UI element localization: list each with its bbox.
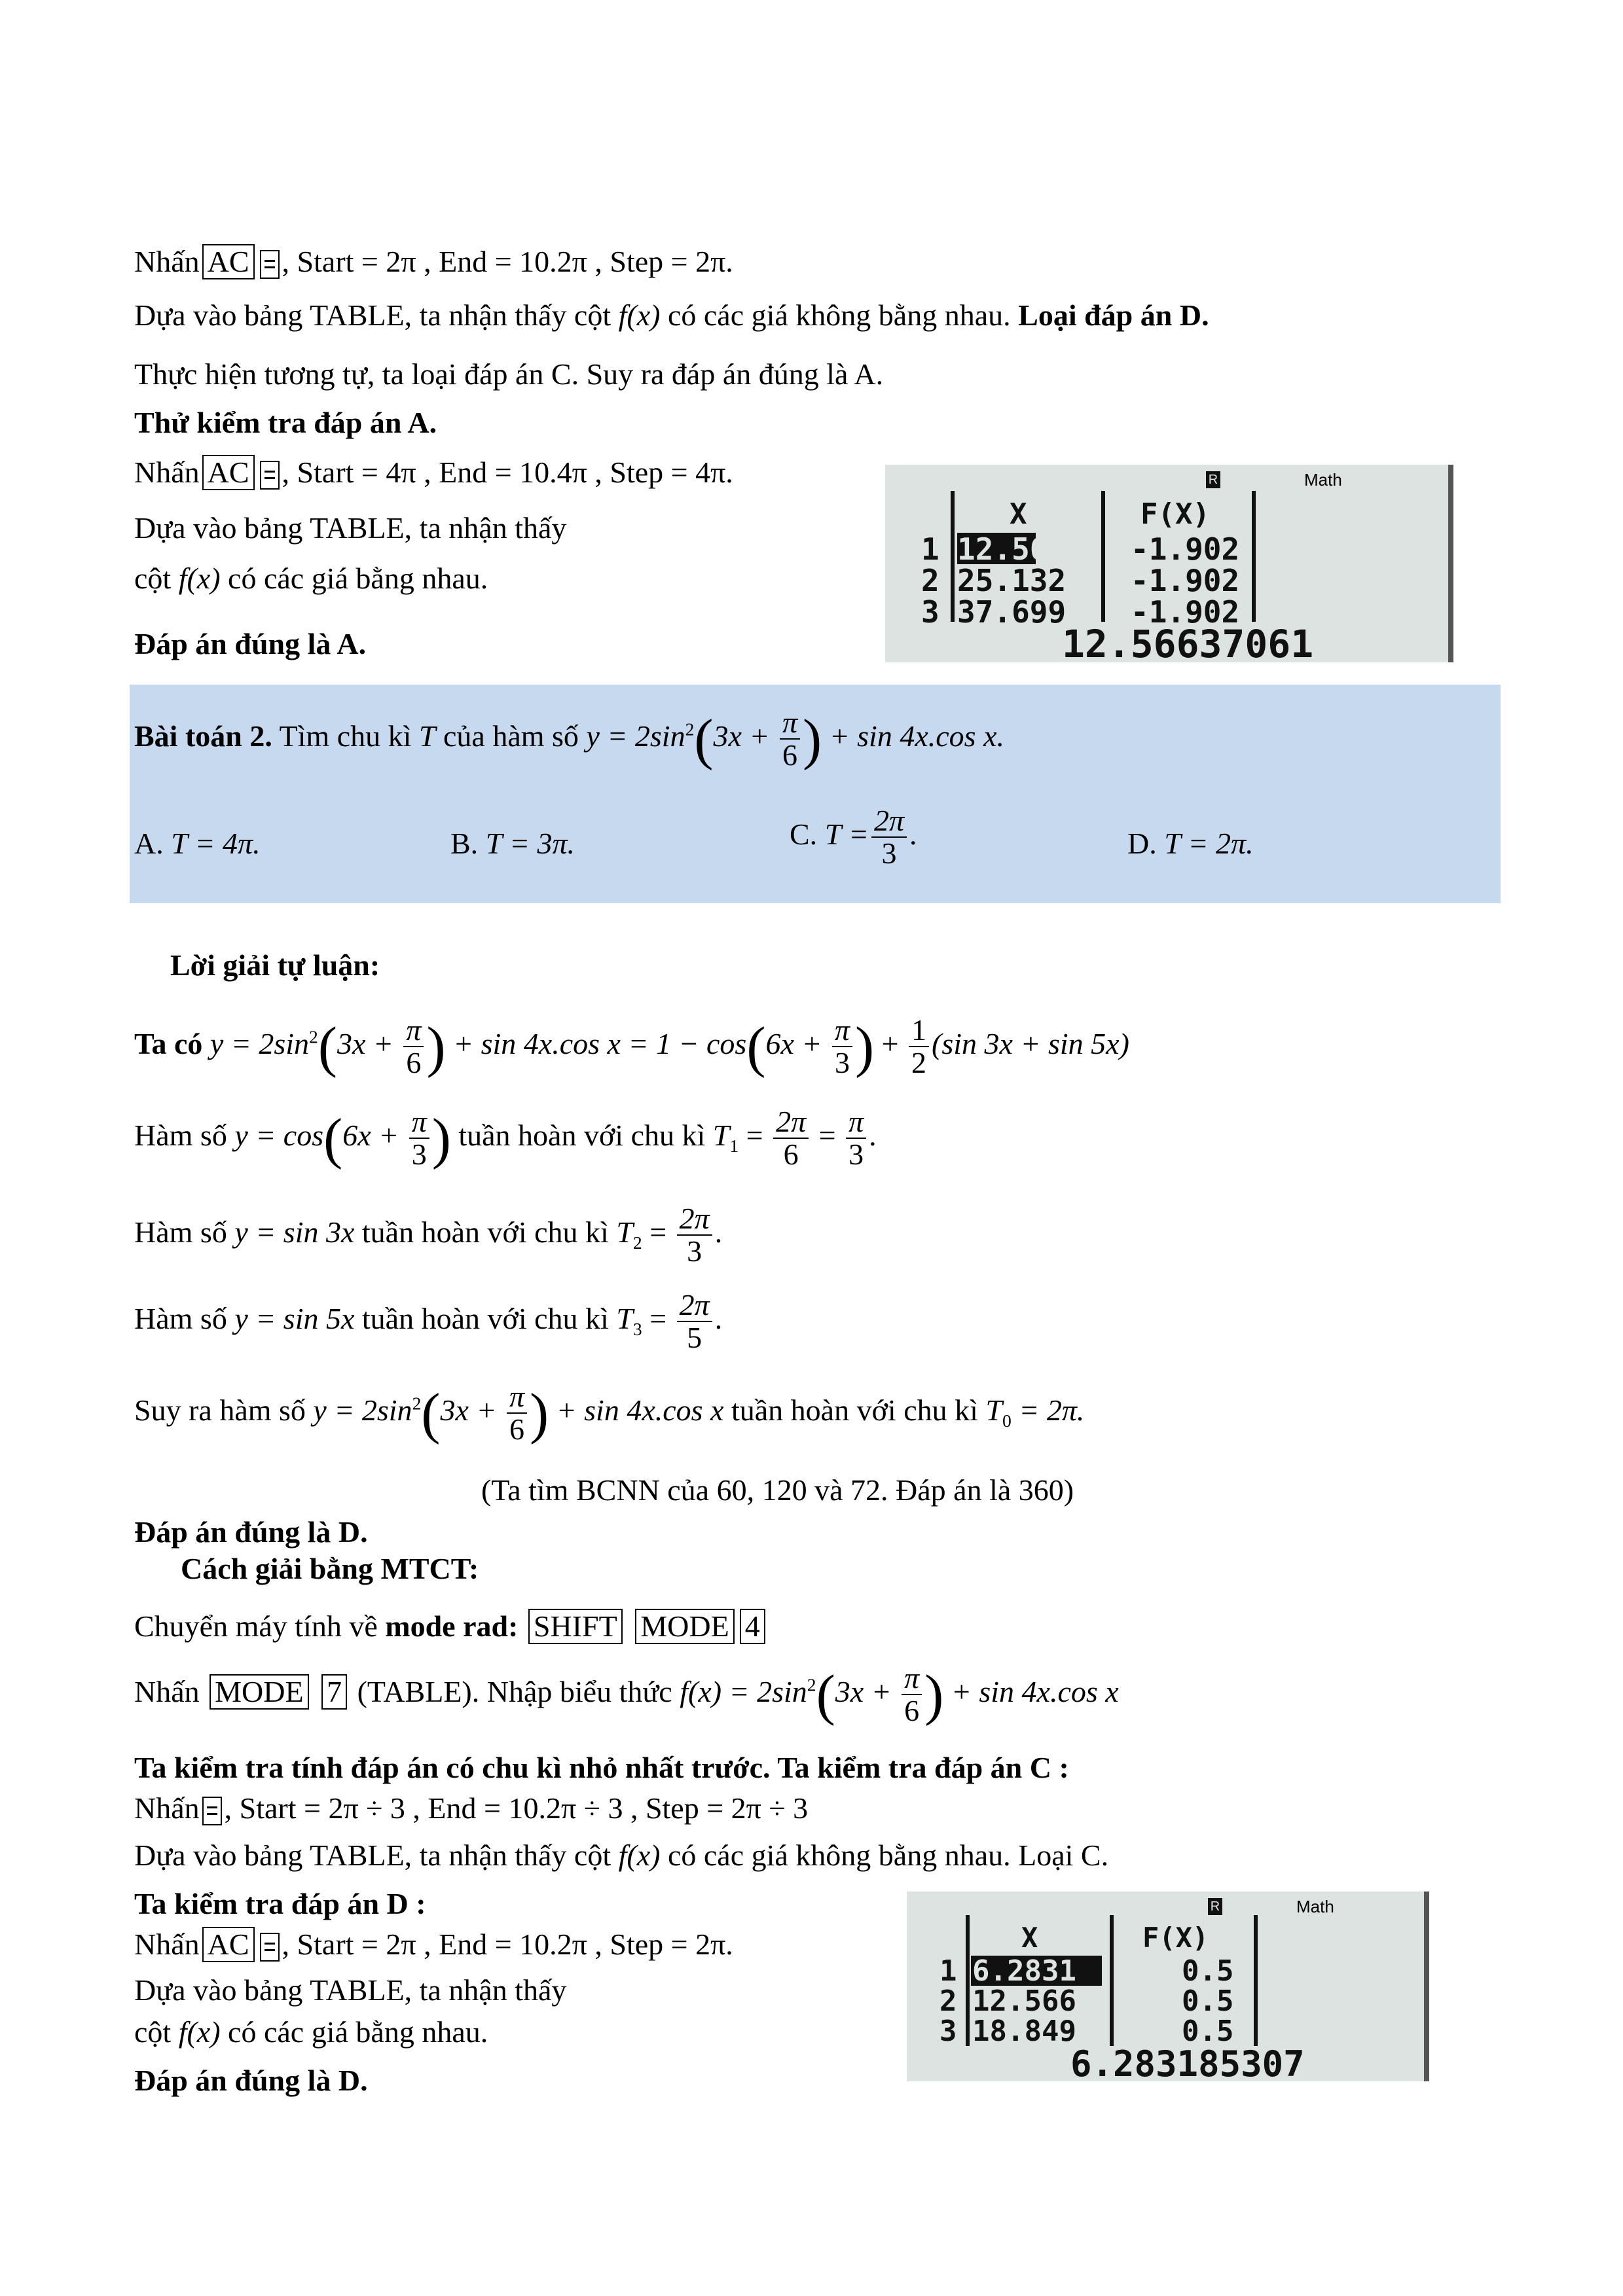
- check-d-heading: Ta kiểm tra đáp án D :: [134, 1887, 426, 1920]
- problem-statement: [134, 707, 1004, 772]
- row-index: 3: [939, 2015, 957, 2048]
- numerator: π: [832, 1014, 852, 1047]
- calculator-screen-2: [907, 1892, 1429, 2081]
- solution-line-1: [134, 1014, 1129, 1079]
- fraction: [677, 1203, 712, 1268]
- lcm-note: (Ta tìm BCNN của 60, 120 và 72. Đáp án là 360): [481, 1473, 1074, 1507]
- separator: [1252, 491, 1256, 622]
- exponent: 2: [685, 719, 695, 740]
- equals-key-icon: [260, 1933, 280, 1962]
- option-value: T = 2π.: [1164, 827, 1254, 860]
- symbol-t: T: [418, 719, 436, 753]
- separator: [1110, 1915, 1114, 2046]
- row-index: 2: [921, 563, 939, 598]
- paren: ): [854, 1014, 875, 1079]
- math-mode-indicator: Math: [1296, 1897, 1334, 1916]
- bottom-value: 12.56637061: [1062, 622, 1314, 662]
- text: của hàm số: [435, 719, 587, 753]
- numerator: π: [507, 1381, 527, 1414]
- fraction: [846, 1106, 866, 1171]
- denominator: 3: [834, 1046, 850, 1080]
- range-text: , Start = 2π , End = 10.2π , Step = 2π.: [282, 1928, 733, 1961]
- separator: [1254, 1915, 1258, 2046]
- col-f-header: F(X): [1142, 1922, 1209, 1954]
- row-index: 1: [939, 1954, 957, 1988]
- ac-key: AC: [202, 1927, 255, 1962]
- function-symbol: f(x): [178, 562, 221, 595]
- separator: [966, 1915, 970, 2046]
- formula: y = 2sin: [210, 1026, 310, 1060]
- observation-line: [134, 2013, 488, 2051]
- option-b: [450, 825, 575, 863]
- solution-line-4: [134, 1289, 722, 1354]
- text: Dựa vào bảng TABLE, ta nhận thấy cột: [134, 1839, 619, 1872]
- text: Dựa vào bảng TABLE, ta nhận thấy cột: [134, 298, 619, 332]
- denominator: 3: [687, 1234, 702, 1268]
- text: .: [869, 1118, 877, 1152]
- text: =: [642, 1301, 674, 1335]
- mode-rad: mode rad:: [385, 1609, 519, 1643]
- subscript: 3: [632, 1319, 642, 1340]
- text-press: Nhấn: [134, 245, 200, 278]
- row-x: 18.849: [972, 2015, 1076, 2048]
- formula: +: [874, 1026, 907, 1060]
- text: tuần hoàn với chu kì: [354, 1215, 617, 1249]
- denominator: 3: [848, 1138, 864, 1172]
- text: = 2π.: [1011, 1393, 1085, 1427]
- paren: (: [746, 1014, 766, 1079]
- row-x: 12.566: [972, 1984, 1076, 2018]
- fraction: [507, 1381, 527, 1446]
- paren: (: [421, 1381, 441, 1445]
- separator: [1101, 491, 1105, 622]
- text: Suy ra hàm số: [134, 1393, 314, 1427]
- numerator: π: [409, 1106, 429, 1139]
- key-4: 4: [740, 1609, 765, 1644]
- option-value: T =: [824, 817, 869, 851]
- formula: y = 2sin: [313, 1393, 412, 1427]
- option-c: [790, 805, 917, 870]
- numerator: π: [780, 707, 800, 740]
- option-label: A.: [134, 827, 164, 860]
- option-value: T = 4π.: [171, 827, 261, 860]
- row-f: 0.5: [1182, 1984, 1234, 2018]
- text: Hàm số: [134, 1215, 235, 1249]
- row-f: -1.902: [1131, 563, 1240, 598]
- solution-line-3: [134, 1203, 722, 1268]
- observation-line: Dựa vào bảng TABLE, ta nhận thấy: [134, 1973, 567, 2007]
- check-c-heading: Ta kiểm tra tính đáp án có chu kì nhỏ nhất trước. Ta kiểm tra đáp án C :: [134, 1751, 1069, 1784]
- observation-line: Dựa vào bảng TABLE, ta nhận thấy: [134, 511, 567, 545]
- denominator: 3: [881, 836, 897, 870]
- row-f: -1.902: [1131, 594, 1240, 630]
- formula: 3x +: [440, 1393, 504, 1427]
- row-x: 12.566: [957, 531, 1067, 567]
- function-symbol: f(x): [618, 298, 661, 332]
- formula: + sin 4x.cos x: [549, 1393, 724, 1427]
- fraction: [832, 1014, 852, 1079]
- text: có các giá không bằng nhau.: [660, 298, 1019, 332]
- row-f: 0.5: [1182, 2015, 1234, 2048]
- equals-key-icon: [202, 1797, 222, 1825]
- observation-line: [134, 1837, 1108, 1874]
- col-x-header: X: [1021, 1922, 1038, 1954]
- step-line: [134, 1926, 733, 1964]
- option-label: D.: [1127, 827, 1157, 860]
- text: Hàm số: [134, 1301, 235, 1335]
- denominator: 2: [911, 1046, 927, 1080]
- range-text: , Start = 4π , End = 10.4π , Step = 4π.: [282, 456, 733, 489]
- exponent: 2: [412, 1393, 422, 1414]
- mode-key: MODE: [210, 1674, 308, 1710]
- text: tuần hoàn với chu kì: [354, 1301, 617, 1335]
- step-line: [134, 1789, 808, 1827]
- summary-line: Thực hiện tương tự, ta loại đáp án C. Suy ra đáp án đúng là A.: [134, 357, 884, 391]
- paren: (: [323, 1106, 343, 1170]
- mode-key: MODE: [635, 1609, 734, 1644]
- row-x: 6.2831: [972, 1954, 1076, 1988]
- denominator: 6: [406, 1046, 422, 1080]
- text: Hàm số: [134, 1118, 235, 1152]
- denominator: 5: [687, 1321, 702, 1355]
- numerator: 2π: [677, 1203, 712, 1236]
- paren: ): [803, 707, 822, 771]
- text-press: Nhấn: [134, 1928, 200, 1961]
- formula: 3x +: [337, 1026, 401, 1060]
- formula: 3x +: [835, 1674, 900, 1708]
- subscript: 2: [632, 1232, 642, 1253]
- shift-key: SHIFT: [528, 1609, 623, 1644]
- row-x: 37.699: [957, 594, 1067, 630]
- denominator: 6: [783, 1138, 799, 1172]
- option-label: C.: [790, 817, 818, 851]
- text: =: [642, 1215, 674, 1249]
- paren: (: [694, 707, 714, 771]
- ac-key: AC: [202, 244, 255, 279]
- numerator: 2π: [871, 805, 907, 838]
- function-symbol: f(x): [178, 2015, 221, 2049]
- formula: + sin 4x.cos x: [943, 1674, 1119, 1708]
- mode-line: [134, 1607, 768, 1645]
- text: tuần hoàn với chu kì: [450, 1118, 713, 1152]
- text: có các giá bằng nhau.: [220, 2015, 488, 2049]
- text-press: Nhấn: [134, 456, 200, 489]
- formula: f(x) = 2sin: [680, 1674, 807, 1708]
- range-text: , Start = 2π ÷ 3 , End = 10.2π ÷ 3 , Step = 2π ÷ 3: [224, 1791, 809, 1825]
- observation-line: [134, 560, 488, 598]
- row-f: 0.5: [1182, 1954, 1234, 1988]
- solution-line-5: [134, 1381, 1084, 1446]
- text: (TABLE). Nhập biểu thức: [357, 1674, 680, 1708]
- exponent: 2: [807, 1674, 816, 1695]
- numerator: π: [846, 1106, 866, 1139]
- fraction: [909, 1014, 929, 1079]
- step-line: [134, 243, 733, 281]
- answer-d: Đáp án đúng là D.: [134, 1515, 368, 1549]
- observation-line: [134, 296, 1209, 334]
- check-a-heading: Thử kiểm tra đáp án A.: [134, 406, 437, 439]
- numerator: 1: [909, 1014, 929, 1047]
- range-text: , Start = 2π , End = 10.2π , Step = 2π.: [282, 245, 733, 278]
- text-press: Nhấn: [134, 1791, 200, 1825]
- denominator: 6: [904, 1694, 920, 1728]
- text: =: [739, 1118, 771, 1152]
- formula: y = sin 3x: [234, 1215, 355, 1249]
- numerator: 2π: [773, 1106, 809, 1139]
- col-f-header: F(X): [1140, 497, 1210, 531]
- text: có các giá bằng nhau.: [220, 562, 488, 595]
- step-line: [134, 454, 733, 492]
- ac-key: AC: [202, 455, 255, 490]
- text: .: [909, 817, 917, 851]
- formula: 6x +: [765, 1026, 830, 1060]
- fraction: [902, 1662, 922, 1727]
- formula: y = sin 5x: [234, 1301, 355, 1335]
- calculator-screen-1: [885, 465, 1453, 662]
- math-mode-indicator: Math: [1304, 470, 1342, 490]
- paren: ): [924, 1662, 944, 1727]
- text: =: [811, 1118, 844, 1152]
- text: cột: [134, 562, 179, 595]
- formula: 6x +: [342, 1118, 407, 1152]
- numerator: π: [403, 1014, 424, 1047]
- text: tuần hoàn với chu kì: [723, 1393, 986, 1427]
- option-label: B.: [450, 827, 479, 860]
- denominator: 6: [509, 1412, 524, 1446]
- text: .: [714, 1215, 723, 1249]
- text: Chuyển máy tính về: [134, 1609, 386, 1643]
- paren: ): [529, 1381, 549, 1445]
- equals-key-icon: [260, 461, 280, 490]
- fraction: [409, 1106, 429, 1171]
- answer-d-final: Đáp án đúng là D.: [134, 2064, 368, 2097]
- solution-line-2: [134, 1106, 877, 1171]
- symbol: T: [616, 1301, 633, 1335]
- subscript: 0: [1002, 1410, 1012, 1431]
- text: .: [714, 1301, 723, 1335]
- formula: y = 2sin: [586, 719, 685, 753]
- formula: + sin 4x.cos x.: [822, 719, 1004, 753]
- lead: Ta có: [134, 1026, 203, 1060]
- denominator: 6: [782, 738, 797, 772]
- text: cột: [134, 2015, 179, 2049]
- symbol: T: [616, 1215, 633, 1249]
- radian-indicator: R: [1208, 1898, 1222, 1915]
- fraction: [403, 1014, 424, 1079]
- exponent: 2: [309, 1026, 318, 1047]
- bottom-value: 6.283185307: [1070, 2043, 1305, 2081]
- option-value: T = 3π.: [485, 827, 575, 860]
- numerator: π: [902, 1662, 922, 1695]
- row-f: -1.902: [1131, 531, 1240, 567]
- symbol: T: [712, 1118, 730, 1152]
- mtct-heading: Cách giải bằng MTCT:: [181, 1552, 479, 1585]
- eliminate-d: Loại đáp án D.: [1018, 298, 1209, 332]
- row-x: 25.132: [957, 563, 1067, 598]
- formula: (sin 3x + sin 5x): [932, 1026, 1129, 1060]
- option-a: [134, 825, 261, 863]
- formula: y = cos: [234, 1118, 324, 1152]
- row-index: 3: [921, 594, 939, 630]
- formula: + sin 4x.cos x = 1 − cos: [445, 1026, 747, 1060]
- text: có các giá không bằng nhau. Loại C.: [660, 1839, 1109, 1872]
- paren: ): [426, 1014, 446, 1079]
- problem-title: Bài toán 2.: [134, 719, 272, 753]
- formula: 3x +: [713, 719, 777, 753]
- subscript: 1: [729, 1136, 739, 1157]
- fraction: [773, 1106, 809, 1171]
- denominator: 3: [411, 1138, 427, 1172]
- fraction: [871, 805, 907, 870]
- equals-key-icon: [260, 250, 280, 279]
- text: Nhấn: [134, 1674, 200, 1708]
- separator: [951, 491, 955, 622]
- answer-a: Đáp án đúng là A.: [134, 627, 367, 660]
- text: Tìm chu kì: [272, 719, 419, 753]
- paren: (: [318, 1014, 337, 1079]
- function-symbol: f(x): [618, 1839, 661, 1872]
- symbol: T: [985, 1393, 1002, 1427]
- solution-heading: Lời giải tự luận:: [170, 948, 380, 982]
- radian-indicator: R: [1206, 471, 1220, 488]
- paren: (: [816, 1662, 835, 1727]
- key-7: 7: [321, 1674, 347, 1710]
- paren: ): [431, 1106, 451, 1170]
- fraction: [780, 707, 800, 772]
- numerator: 2π: [677, 1289, 712, 1322]
- fraction: [677, 1289, 712, 1354]
- col-x-header: X: [1010, 497, 1027, 531]
- option-d: [1127, 825, 1254, 863]
- row-index: 1: [921, 531, 939, 567]
- row-index: 2: [939, 1984, 957, 2018]
- table-line: [134, 1662, 1119, 1727]
